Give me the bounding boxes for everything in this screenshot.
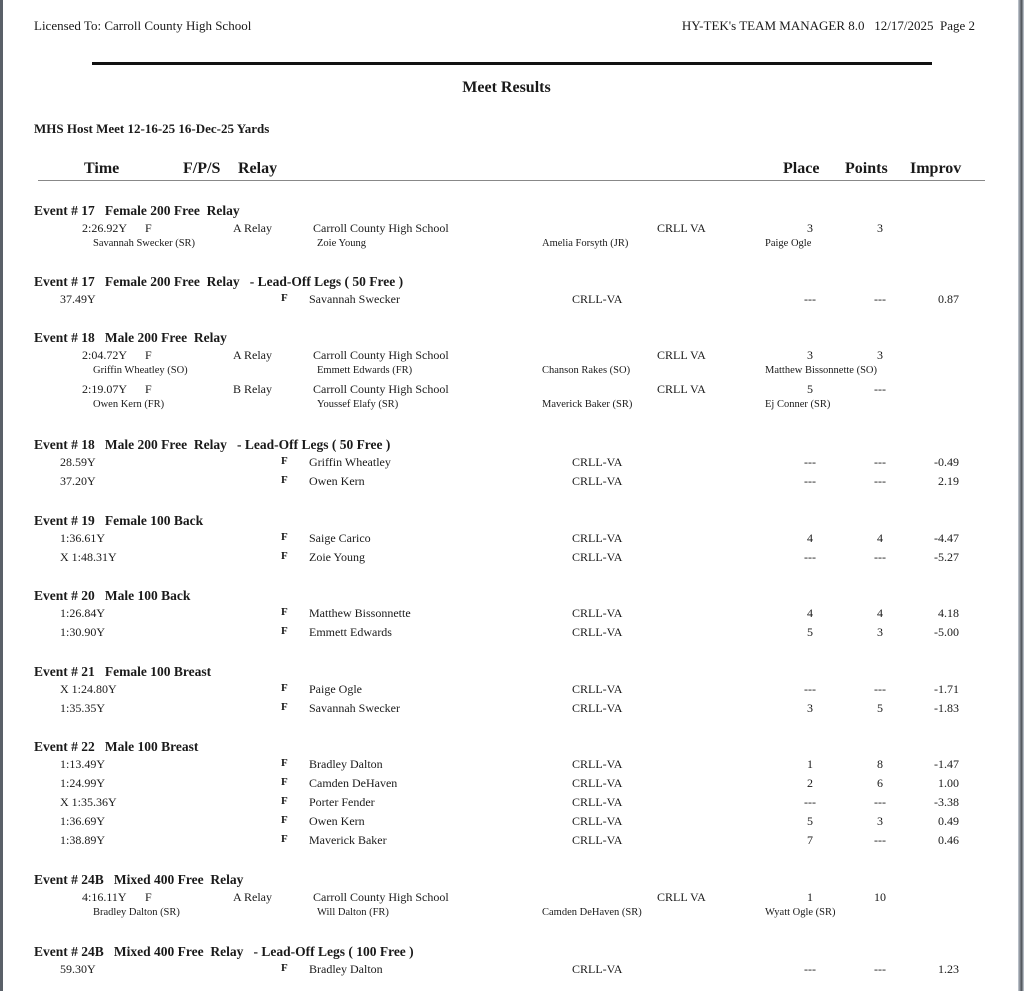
result-place: 5 [807, 382, 813, 396]
result-points: 6 [877, 776, 883, 790]
result-points: 10 [874, 890, 886, 904]
col-time: Time [84, 160, 120, 177]
result-fps: F [281, 550, 288, 562]
result-time: 1:35.35Y [60, 701, 105, 715]
swimmer-name: Savannah Swecker [309, 701, 400, 715]
relay-swimmer: Owen Kern (FR) [93, 399, 165, 410]
result-time: 1:36.61Y [60, 531, 105, 545]
team-code: CRLL-VA [572, 757, 623, 771]
result-time: 37.20Y [60, 474, 96, 488]
swimmer-name: Savannah Swecker [309, 292, 400, 306]
result-points: --- [874, 833, 886, 847]
event-title: Event # 22 Male 100 Breast [34, 739, 199, 754]
team-code: CRLL-VA [572, 455, 623, 469]
team-code: CRLL VA [657, 382, 706, 396]
relay-swimmer: Youssef Elafy (SR) [317, 399, 399, 410]
result-fps: F [281, 455, 288, 467]
result-place: --- [804, 962, 816, 976]
result-improvement: 1.00 [938, 776, 959, 790]
result-points: --- [874, 382, 886, 396]
school-name: Carroll County High School [313, 890, 449, 904]
relay-swimmer: Wyatt Ogle (SR) [765, 907, 836, 918]
result-points: --- [874, 474, 886, 488]
result-fps: F [145, 382, 152, 396]
result-points: 3 [877, 221, 883, 235]
result-place: 1 [807, 890, 813, 904]
relay-swimmer: Maverick Baker (SR) [542, 399, 633, 410]
result-points: --- [874, 795, 886, 809]
result-points: 4 [877, 606, 883, 620]
swimmer-name: Owen Kern [309, 814, 365, 828]
relay-swimmer: Bradley Dalton (SR) [93, 907, 180, 918]
team-code: CRLL-VA [572, 682, 623, 696]
relay-result-row [0, 382, 1013, 398]
relay-swimmers-row [0, 365, 1013, 381]
result-fps: F [281, 757, 288, 769]
team-code: CRLL-VA [572, 550, 623, 564]
result-time: 1:30.90Y [60, 625, 105, 639]
result-time: 2:04.72Y [82, 348, 127, 362]
result-time: 28.59Y [60, 455, 96, 469]
result-time: 2:19.07Y [82, 382, 127, 396]
swimmer-name: Griffin Wheatley [309, 455, 391, 469]
result-place: 5 [807, 814, 813, 828]
team-code: CRLL-VA [572, 474, 623, 488]
swimmer-name: Emmett Edwards [309, 625, 392, 639]
result-time: 37.49Y [60, 292, 96, 306]
result-time: X 1:24.80Y [60, 682, 117, 696]
result-points: 5 [877, 701, 883, 715]
result-improvement: -0.49 [934, 455, 959, 469]
individual-result-row [0, 701, 1013, 717]
result-points: --- [874, 550, 886, 564]
result-improvement: 0.46 [938, 833, 959, 847]
result-fps: F [281, 776, 288, 788]
event-title: Event # 24B Mixed 400 Free Relay [34, 872, 244, 887]
individual-result-row [0, 682, 1013, 698]
team-code: CRLL VA [657, 221, 706, 235]
individual-result-row [0, 292, 1013, 308]
result-time: 1:26.84Y [60, 606, 105, 620]
result-fps: F [281, 701, 288, 713]
individual-result-row [0, 962, 1013, 978]
team-code: CRLL-VA [572, 795, 623, 809]
relay-swimmer: Griffin Wheatley (SO) [93, 365, 188, 376]
result-points: --- [874, 455, 886, 469]
result-place: 4 [807, 606, 813, 620]
result-time: 4:16.11Y [82, 890, 127, 904]
swimmer-name: Saige Carico [309, 531, 371, 545]
relay-swimmer: Savannah Swecker (SR) [93, 238, 196, 249]
result-improvement: 0.87 [938, 292, 959, 306]
school-name: Carroll County High School [313, 382, 449, 396]
result-improvement: -1.71 [934, 682, 959, 696]
result-points: 8 [877, 757, 883, 771]
result-time: 59.30Y [60, 962, 96, 976]
result-place: 1 [807, 757, 813, 771]
result-place: 3 [807, 701, 813, 715]
swimmer-name: Owen Kern [309, 474, 365, 488]
swimmer-name: Bradley Dalton [309, 962, 383, 976]
result-time: 1:13.49Y [60, 757, 105, 771]
team-code: CRLL-VA [572, 833, 623, 847]
individual-result-row [0, 625, 1013, 641]
col-place: Place [783, 160, 820, 177]
result-fps: F [281, 795, 288, 807]
result-fps: F [281, 682, 288, 694]
team-code: CRLL-VA [572, 701, 623, 715]
event-title: Event # 18 Male 200 Free Relay [34, 330, 227, 345]
relay-label: B Relay [233, 382, 272, 396]
individual-result-row [0, 531, 1013, 547]
relay-swimmer: Ej Conner (SR) [765, 399, 831, 410]
result-time: 2:26.92Y [82, 221, 127, 235]
relay-swimmer: Camden DeHaven (SR) [542, 907, 642, 918]
team-code: CRLL-VA [572, 606, 623, 620]
result-time: 1:36.69Y [60, 814, 105, 828]
result-fps: F [281, 814, 288, 826]
result-fps: F [281, 606, 288, 618]
relay-swimmers-row [0, 907, 1013, 923]
result-place: 5 [807, 625, 813, 639]
result-improvement: 2.19 [938, 474, 959, 488]
relay-result-row [0, 221, 1013, 237]
result-place: --- [804, 550, 816, 564]
swimmer-name: Bradley Dalton [309, 757, 383, 771]
result-points: --- [874, 292, 886, 306]
result-points: 3 [877, 348, 883, 362]
team-code: CRLL VA [657, 890, 706, 904]
individual-result-row [0, 455, 1013, 471]
event-title: Event # 17 Female 200 Free Relay [34, 203, 240, 218]
event-title: Event # 18 Male 200 Free Relay - Lead-Off Legs ( 50 Free ) [34, 437, 391, 452]
event-title: Event # 17 Female 200 Free Relay - Lead-Off Legs ( 50 Free ) [34, 274, 404, 289]
col-fps: F/P/S [183, 160, 221, 177]
result-points: 3 [877, 625, 883, 639]
team-code: CRLL-VA [572, 292, 623, 306]
result-fps: F [145, 348, 152, 362]
result-points: --- [874, 682, 886, 696]
team-code: CRLL-VA [572, 531, 623, 545]
result-place: 7 [807, 833, 813, 847]
relay-swimmer: Paige Ogle [765, 238, 812, 249]
swimmer-name: Porter Fender [309, 795, 375, 809]
relay-swimmer: Chanson Rakes (SO) [542, 365, 631, 376]
result-improvement: -5.00 [934, 625, 959, 639]
result-fps: F [281, 962, 288, 974]
result-fps: F [145, 221, 152, 235]
licensed-to: Licensed To: Carroll County High School [34, 18, 252, 33]
result-place: 3 [807, 348, 813, 362]
relay-swimmer: Will Dalton (FR) [317, 907, 389, 918]
relay-swimmers-row [0, 399, 1013, 415]
col-relay: Relay [238, 160, 278, 177]
relay-label: A Relay [233, 221, 272, 235]
relay-label: A Relay [233, 890, 272, 904]
result-fps: F [281, 625, 288, 637]
swimmer-name: Paige Ogle [309, 682, 362, 696]
relay-swimmer: Matthew Bissonnette (SO) [765, 365, 877, 376]
result-points: 3 [877, 814, 883, 828]
team-code: CRLL-VA [572, 625, 623, 639]
relay-swimmers-row [0, 238, 1013, 254]
software-date-page: HY-TEK's TEAM MANAGER 8.0 12/17/2025 Page 2 [681, 18, 975, 33]
individual-result-row [0, 776, 1013, 792]
result-place: 2 [807, 776, 813, 790]
result-improvement: -1.47 [934, 757, 959, 771]
window-border-right [1018, 0, 1024, 991]
individual-result-row [0, 757, 1013, 773]
result-place: 3 [807, 221, 813, 235]
relay-label: A Relay [233, 348, 272, 362]
result-improvement: -5.27 [934, 550, 959, 564]
result-time: 1:38.89Y [60, 833, 105, 847]
result-place: --- [804, 455, 816, 469]
result-place: --- [804, 474, 816, 488]
result-time: 1:24.99Y [60, 776, 105, 790]
result-time: X 1:35.36Y [60, 795, 117, 809]
result-place: 4 [807, 531, 813, 545]
result-improvement: 4.18 [938, 606, 959, 620]
result-points: --- [874, 962, 886, 976]
result-place: --- [804, 682, 816, 696]
individual-result-row [0, 795, 1013, 811]
result-improvement: -1.83 [934, 701, 959, 715]
col-improv: Improv [910, 160, 962, 177]
school-name: Carroll County High School [313, 221, 449, 235]
result-improvement: 0.49 [938, 814, 959, 828]
team-code: CRLL-VA [572, 776, 623, 790]
relay-swimmer: Amelia Forsyth (JR) [542, 238, 629, 249]
individual-result-row [0, 814, 1013, 830]
event-title: Event # 19 Female 100 Back [34, 513, 204, 528]
individual-result-row [0, 550, 1013, 566]
meet-name: MHS Host Meet 12-16-25 16-Dec-25 Yards [34, 121, 270, 136]
swimmer-name: Camden DeHaven [309, 776, 398, 790]
swimmer-name: Maverick Baker [309, 833, 387, 847]
relay-result-row [0, 348, 1013, 364]
result-fps: F [281, 474, 288, 486]
result-points: 4 [877, 531, 883, 545]
relay-swimmer: Emmett Edwards (FR) [317, 365, 413, 376]
result-fps: F [281, 531, 288, 543]
relay-result-row [0, 890, 1013, 906]
team-code: CRLL VA [657, 348, 706, 362]
result-time: X 1:48.31Y [60, 550, 117, 564]
event-title: Event # 21 Female 100 Breast [34, 664, 212, 679]
result-improvement: 1.23 [938, 962, 959, 976]
result-improvement: -4.47 [934, 531, 959, 545]
result-place: --- [804, 292, 816, 306]
individual-result-row [0, 474, 1013, 490]
result-fps: F [281, 292, 288, 304]
column-header-rule [38, 180, 985, 181]
individual-result-row [0, 606, 1013, 622]
result-fps: F [281, 833, 288, 845]
event-title: Event # 20 Male 100 Back [34, 588, 191, 603]
swimmer-name: Matthew Bissonnette [309, 606, 411, 620]
col-points: Points [845, 160, 888, 177]
result-place: --- [804, 795, 816, 809]
individual-result-row [0, 833, 1013, 849]
header-rule [92, 62, 932, 65]
relay-swimmer: Zoie Young [317, 238, 367, 249]
school-name: Carroll County High School [313, 348, 449, 362]
result-improvement: -3.38 [934, 795, 959, 809]
page-title: Meet Results [462, 79, 551, 96]
event-title: Event # 24B Mixed 400 Free Relay - Lead-Off Legs ( 100 Free ) [34, 944, 414, 959]
team-code: CRLL-VA [572, 814, 623, 828]
swimmer-name: Zoie Young [309, 550, 366, 564]
result-fps: F [145, 890, 152, 904]
team-code: CRLL-VA [572, 962, 623, 976]
